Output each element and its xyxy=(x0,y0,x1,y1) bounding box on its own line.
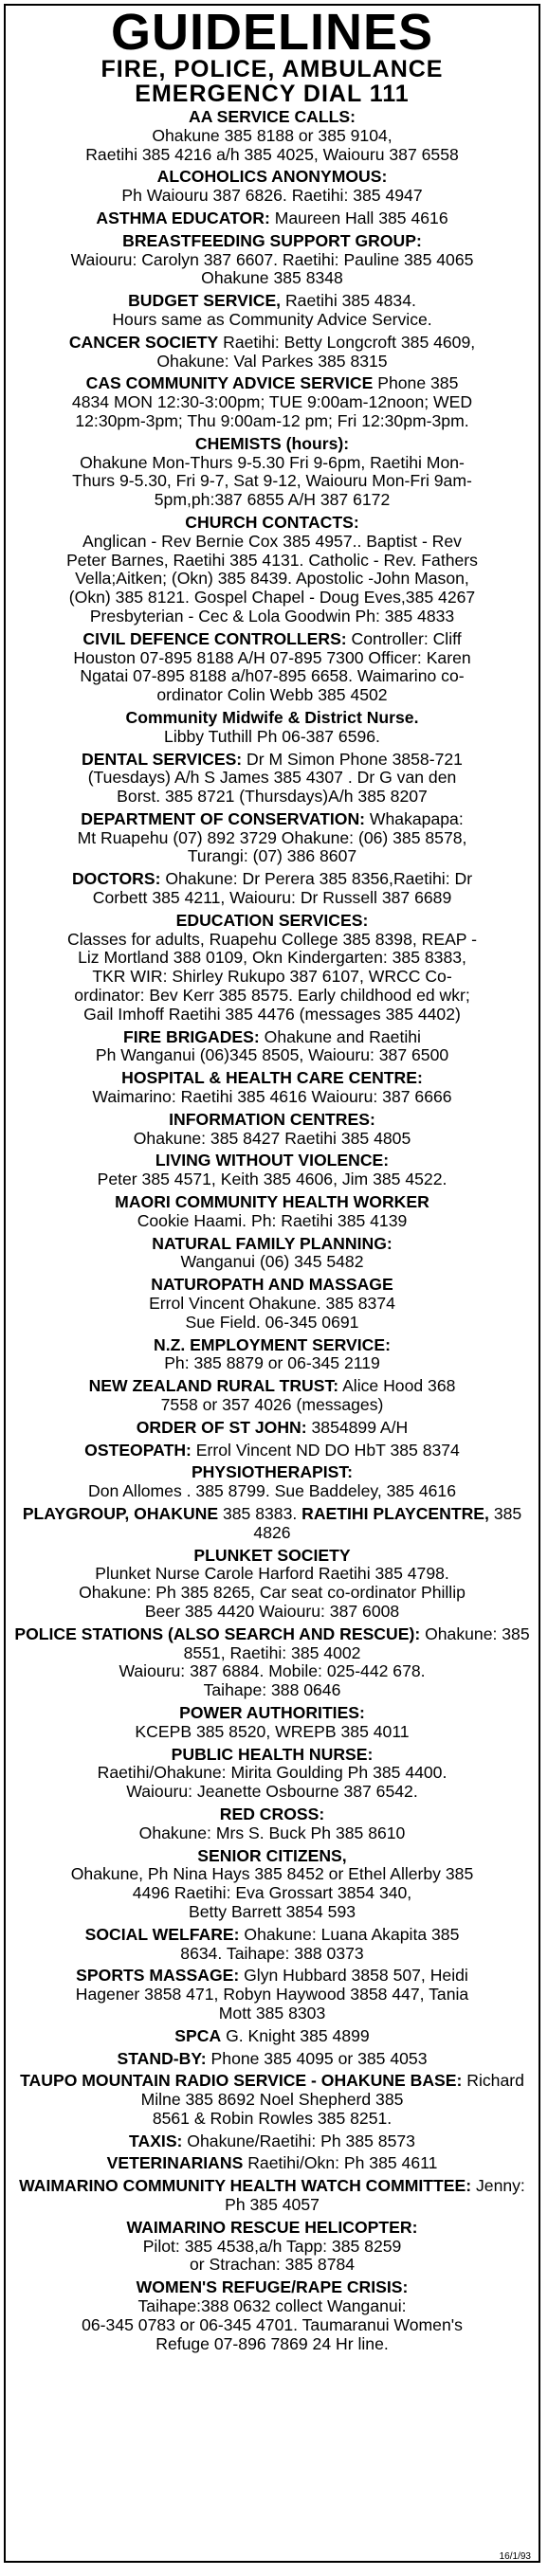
entry-line: 8561 & Robin Rowles 385 8251. xyxy=(152,2108,393,2128)
entry-line: Mt Ruapehu (07) 892 3729 Ohakune: (06) 385 8578, xyxy=(77,827,467,847)
directory-entry xyxy=(13,1276,531,1332)
entry-heading: DEPARTMENT OF CONSERVATION: xyxy=(81,808,366,828)
entry-heading: VETERINARIANS xyxy=(106,2153,244,2173)
entry-line: Gail Imhoff Raetihi 385 4476 (messages 385 4402) xyxy=(83,1004,461,1024)
entry-line: Libby Tuthill Ph 06-387 6596. xyxy=(164,726,380,746)
entry-line: 12:30pm-3pm; Thu 9:00am-12 pm; Fri 12:30pm-3pm. xyxy=(75,410,469,430)
entry-line: (Okn) 385 8121. Gospel Chapel - Doug Eves,385 4267 xyxy=(68,588,476,608)
entry-heading: ASTHMA EDUCATOR: xyxy=(96,208,270,227)
entry-line: 7558 or 357 4026 (messages) xyxy=(160,1395,384,1414)
entry-line: Refuge 07-896 7869 24 Hr line. xyxy=(155,2333,389,2353)
directory-entry xyxy=(13,1463,531,1501)
directory-entry xyxy=(13,1625,531,1700)
entry-line: Borst. 385 8721 (Thursdays)A/h 385 8207 xyxy=(117,787,428,807)
directory-entry xyxy=(13,630,531,705)
entry-line: Hours same as Community Advice Service. xyxy=(112,309,432,329)
entry-line: Raetihi 385 4834. xyxy=(281,291,416,311)
directory-entry xyxy=(13,232,531,288)
guidelines-panel xyxy=(4,4,540,2563)
entry-heading: NEW ZEALAND RURAL TRUST: xyxy=(88,1376,339,1396)
entry-line: 4834 MON 12:30-3:00pm; TUE 9:00am-12noon; WED xyxy=(71,392,473,412)
directory-entry xyxy=(13,1336,531,1374)
entry-heading: PLAYGROUP, OHAKUNE xyxy=(22,1503,219,1523)
entry-line: Taihape: 388 0646 xyxy=(203,1680,341,1700)
entry-line: TKR WIR: Shirley Rukupo 387 6107, WRCC Co- xyxy=(92,967,452,987)
entry-line: Raetihi/Ohakune: Mirita Goulding Ph 385 4400. xyxy=(97,1763,448,1783)
entry-heading: CIVIL DEFENCE CONTROLLERS: xyxy=(82,628,347,648)
entry-line: Waiouru: Jeanette Osbourne 387 6542. xyxy=(126,1782,418,1802)
entry-line: Ohakune and Raetihi xyxy=(259,1026,421,1046)
directory-entry xyxy=(13,209,531,228)
entry-line: Mott 385 8303 xyxy=(218,2003,326,2023)
entry-heading: ALCOHOLICS ANONYMOUS: xyxy=(156,167,388,187)
entry-heading: NATUROPATH AND MASSAGE xyxy=(151,1275,393,1295)
entry-line: Beer 385 4420 Waiouru: 387 6008 xyxy=(144,1601,400,1621)
directory-entry xyxy=(13,751,531,807)
entry-heading: BREASTFEEDING SUPPORT GROUP: xyxy=(122,230,422,250)
entry-line: Whakapapa: xyxy=(365,808,464,828)
directory-entry xyxy=(13,2219,531,2275)
entry-line: Raetihi: Betty Longcroft 385 4609, xyxy=(218,332,476,352)
directory-entry xyxy=(13,870,531,908)
directory-entry xyxy=(13,2027,531,2046)
entry-line: Waiouru: Carolyn 387 6607. Raetihi: Pauline 385 4065 xyxy=(70,249,474,269)
entry-line: Classes for adults, Ruapehu College 385 8398, REAP - xyxy=(67,929,477,949)
entry-heading: DOCTORS: xyxy=(71,869,161,889)
entry-heading: N.Z. EMPLOYMENT SERVICE: xyxy=(154,1334,391,1354)
entry-heading: RED CROSS: xyxy=(219,1804,325,1823)
directory-entry xyxy=(13,1152,531,1189)
entry-heading: FIRE BRIGADES: xyxy=(123,1026,260,1046)
directory-entry xyxy=(13,2278,531,2353)
directory-entry xyxy=(13,2132,531,2151)
entry-line: Ph Wanganui (06)345 8505, Waiouru: 387 6500 xyxy=(95,1045,449,1065)
page-title: GUIDELINES xyxy=(110,4,434,61)
entry-line: Wanganui (06) 345 5482 xyxy=(180,1252,364,1272)
directory-entry xyxy=(13,1442,531,1460)
entry-line: Vella;Aitken; (Okn) 385 8439. Apostolic -John Mason, xyxy=(75,569,469,589)
directory-entry xyxy=(13,1505,531,1543)
entry-line: Ohakune: 385 8427 Raetihi 385 4805 xyxy=(133,1128,411,1148)
entry-line: Raetihi/Okn: Ph 385 4611 xyxy=(243,2153,438,2173)
entry-line: Peter Barnes, Raetihi 385 4131. Catholic - Rev. Fathers xyxy=(66,550,478,570)
directory-entry xyxy=(13,810,531,866)
entry-line: Ohakune: Dr Perera 385 8356,Raetihi: Dr xyxy=(160,869,473,889)
directory-entry xyxy=(13,2177,531,2215)
entry-heading: AA SERVICE CALLS: xyxy=(189,107,356,126)
entry-heading: CHEMISTS (hours): xyxy=(194,433,350,453)
entry-line: Controller: Cliff xyxy=(346,628,462,648)
entry-line: Taihape:388 0632 collect Wanganui: xyxy=(137,2296,407,2316)
entry-line: 5pm,ph:387 6855 A/H 387 6172 xyxy=(154,490,391,510)
entry-line: Glyn Hubbard 3858 507, Heidi xyxy=(239,1966,468,1986)
entry-heading: WAIMARINO COMMUNITY HEALTH WATCH COMMITTEE: xyxy=(19,2176,472,2196)
directory-entry xyxy=(13,2050,531,2069)
entry-line: Ohakune: Luana Akapita 385 xyxy=(239,1924,460,1944)
entry-heading: HOSPITAL & HEALTH CARE CENTRE: xyxy=(121,1068,423,1088)
entry-heading: PLUNKET SOCIETY xyxy=(193,1545,351,1565)
entry-line: ordinator: Bev Kerr 385 8575. Early childhood ed wkr; xyxy=(74,986,470,1006)
entry-heading: CHURCH CONTACTS: xyxy=(185,512,359,532)
entry-heading: PHYSIOTHERAPIST: xyxy=(191,1462,354,1482)
entry-line: Hagener 3858 471, Robyn Haywood 3858 447, Tania xyxy=(75,1985,469,2005)
entry-heading: NATURAL FAMILY PLANNING: xyxy=(152,1233,393,1253)
directory-entry xyxy=(13,1805,531,1843)
directory-entry xyxy=(13,168,531,206)
directory-entry xyxy=(13,2154,531,2173)
directory-entry xyxy=(13,334,531,372)
entry-line: Waiouru: 387 6884. Mobile: 025-442 678. xyxy=(119,1661,426,1681)
entry-line: Plunket Nurse Carole Harford Raetihi 385 4798. xyxy=(95,1564,449,1584)
directory-entry xyxy=(13,1419,531,1438)
entry-heading: Community Midwife & District Nurse. xyxy=(125,707,419,727)
entry-line: 3854899 A/H xyxy=(306,1417,409,1437)
entry-heading: EDUCATION SERVICES: xyxy=(175,910,369,930)
entry-heading: TAXIS: xyxy=(129,2131,183,2150)
entry-line: or Strachan: 385 8784 xyxy=(189,2255,356,2275)
entry-line: Don Allomes . 385 8799. Sue Baddeley, 385 4616 xyxy=(88,1481,456,1501)
entry-heading: CAS COMMUNITY ADVICE SERVICE xyxy=(85,373,374,393)
directory-entry xyxy=(13,1377,531,1415)
entry-heading: SENIOR CITIZENS, xyxy=(197,1845,347,1865)
entry-list xyxy=(6,108,539,2353)
entry-heading: MAORI COMMUNITY HEALTH WORKER xyxy=(115,1192,429,1212)
entry-line: Thurs 9-5.30, Fri 9-7, Sat 9-12, Waiouru Mon-Fri 9am- xyxy=(72,471,472,491)
entry-line: Presbyterian - Cec & Lola Goodwin Ph: 385 4833 xyxy=(89,606,455,626)
directory-entry xyxy=(13,1193,531,1231)
issue-date: 16/1/93 xyxy=(499,2551,531,2562)
entry-line: Raetihi 385 4216 a/h 385 4025, Waiouru 387 6558 xyxy=(85,144,459,164)
entry-line: Jenny: Ph 385 4057 xyxy=(225,2176,525,2215)
entry-line: 8634. Taihape: 388 0373 xyxy=(180,1943,364,1963)
directory-entry xyxy=(13,108,531,164)
entry-line: Ohakune: Val Parkes 385 8315 xyxy=(156,351,388,371)
directory-entry xyxy=(13,912,531,1025)
entry-line: Waimarino: Raetihi 385 4616 Waiouru: 387 6666 xyxy=(92,1087,452,1107)
entry-heading: ORDER OF ST JOHN: xyxy=(136,1417,307,1437)
entry-line: G. Knight 385 4899 xyxy=(221,2025,370,2045)
entry-line: Alice Hood 368 xyxy=(338,1376,456,1396)
directory-entry xyxy=(13,1111,531,1149)
entry-line: Ohakune Mon-Thurs 9-5.30 Fri 9-6pm, Raetihi Mon- xyxy=(80,452,465,472)
directory-entry xyxy=(13,1967,531,2023)
directory-entry xyxy=(13,1847,531,1922)
entry-heading: STAND-BY: xyxy=(117,2048,207,2068)
entry-line: KCEPB 385 8520, WREPB 385 4011 xyxy=(135,1721,410,1741)
entry-heading: SPCA xyxy=(174,2025,222,2045)
directory-entry xyxy=(13,1746,531,1802)
directory-entry xyxy=(13,1547,531,1622)
entry-line: Maureen Hall 385 4616 xyxy=(269,208,448,227)
entry-line: ordinator Colin Webb 385 4502 xyxy=(156,685,388,705)
entry-line: Ohakune: Mrs S. Buck Ph 385 8610 xyxy=(138,1823,406,1842)
entry-line: Ohakune 385 8188 or 385 9104, xyxy=(152,125,393,145)
entry-line: Ohakune: 385 8551, Raetihi: 385 4002 xyxy=(183,1624,530,1662)
entry-line: Corbett 385 4211, Waiouru: Dr Russell 387 6689 xyxy=(92,888,452,908)
entry-line: Ohakune: Ph 385 8265, Car seat co-ordinator Phillip xyxy=(79,1583,466,1603)
entry-line: Liz Mortland 388 0109, Okn Kindergarten: 385 8383, xyxy=(78,948,466,968)
entry-line: Peter 385 4571, Keith 385 4606, Jim 385 4522. xyxy=(97,1170,448,1189)
directory-entry xyxy=(13,435,531,510)
entry-heading: POLICE STATIONS (ALSO SEARCH AND RESCUE): xyxy=(14,1624,421,1643)
entry-line: Ph Waiouru 387 6826. Raetihi: 385 4947 xyxy=(121,186,423,206)
entry-heading: SPORTS MASSAGE: xyxy=(76,1966,240,1986)
directory-entry xyxy=(13,292,531,330)
entry-heading: CANCER SOCIETY xyxy=(68,332,219,352)
entry-line: Turangi: (07) 386 8607 xyxy=(187,846,357,866)
entry-line: Anglican - Rev Bernie Cox 385 4957.. Baptist - Rev xyxy=(82,531,462,551)
entry-heading: OSTEOPATH: xyxy=(84,1440,192,1460)
directory-entry xyxy=(13,1069,531,1107)
emergency-line-1: FIRE, POLICE, AMBULANCE xyxy=(100,56,444,82)
entry-heading: BUDGET SERVICE, xyxy=(128,291,282,311)
entry-line: Pilot: 385 4538,a/h Tapp: 385 8259 xyxy=(142,2236,402,2256)
entry-line: Sue Field. 06-345 0691 xyxy=(185,1312,359,1332)
entry-heading: TAUPO MOUNTAIN RADIO SERVICE - OHAKUNE BASE: xyxy=(20,2071,463,2091)
entry-line: Cookie Haami. Ph: Raetihi 385 4139 xyxy=(137,1210,408,1230)
entry-line: Ohakune/Raetihi: Ph 385 8573 xyxy=(182,2131,415,2150)
entry-heading: WAIMARINO RESCUE HELICOPTER: xyxy=(126,2217,418,2237)
entry-line: Betty Barrett 3854 593 xyxy=(188,1901,356,1921)
entry-line: (Tuesdays) A/h S James 385 4307 . Dr G van den xyxy=(87,768,457,788)
directory-entry xyxy=(13,1235,531,1273)
directory-entry xyxy=(13,514,531,626)
directory-entry xyxy=(13,374,531,430)
entry-heading: PUBLIC HEALTH NURSE: xyxy=(171,1744,374,1764)
directory-entry xyxy=(13,1704,531,1742)
directory-entry xyxy=(13,1028,531,1066)
entry-line: Phone 385 4095 or 385 4053 xyxy=(206,2048,428,2068)
entry-heading: DENTAL SERVICES: xyxy=(82,749,243,769)
entry-line: Errol Vincent ND DO HbT 385 8374 xyxy=(191,1440,460,1460)
entry-line: Richard Milne 385 8692 Noel Shepherd 385 xyxy=(140,2071,524,2110)
entry-line: Errol Vincent Ohakune. 385 8374 xyxy=(149,1294,395,1314)
entry-heading: WOMEN'S REFUGE/RAPE CRISIS: xyxy=(136,2277,409,2297)
entry-line: Ohakune 385 8348 xyxy=(201,268,343,288)
entry-line: 06-345 0783 or 06-345 4701. Taumaranui Women's xyxy=(82,2314,463,2334)
entry-line: 4496 Raetihi: Eva Grossart 3854 340, xyxy=(132,1883,412,1903)
entry-line: Ph: 385 8879 or 06-345 2119 xyxy=(164,1353,380,1373)
entry-heading: INFORMATION CENTRES: xyxy=(169,1109,375,1129)
emergency-line-2: EMERGENCY DIAL 111 xyxy=(135,81,410,107)
entry-heading: POWER AUTHORITIES: xyxy=(179,1702,365,1722)
directory-entry xyxy=(13,709,531,747)
entry-line: Ohakune, Ph Nina Hays 385 8452 or Ethel Allerby 385 xyxy=(70,1864,474,1884)
entry-heading: SOCIAL WELFARE: xyxy=(84,1924,240,1944)
entry-line: Houston 07-895 8188 A/H 07-895 7300 Officer: Karen xyxy=(73,647,471,667)
entry-line: Dr M Simon Phone 3858-721 xyxy=(242,749,463,769)
entry-line: Phone 385 xyxy=(373,373,459,393)
directory-entry xyxy=(13,2072,531,2128)
directory-entry xyxy=(13,1926,531,1964)
entry-line: 385 8383. RAETIHI PLAYCENTRE, 385 4826 xyxy=(218,1503,522,1542)
entry-line: Ngatai 07-895 8188 a/h07-895 6658. Waimarino co- xyxy=(80,666,465,686)
entry-heading: LIVING WITHOUT VIOLENCE: xyxy=(155,1151,390,1170)
